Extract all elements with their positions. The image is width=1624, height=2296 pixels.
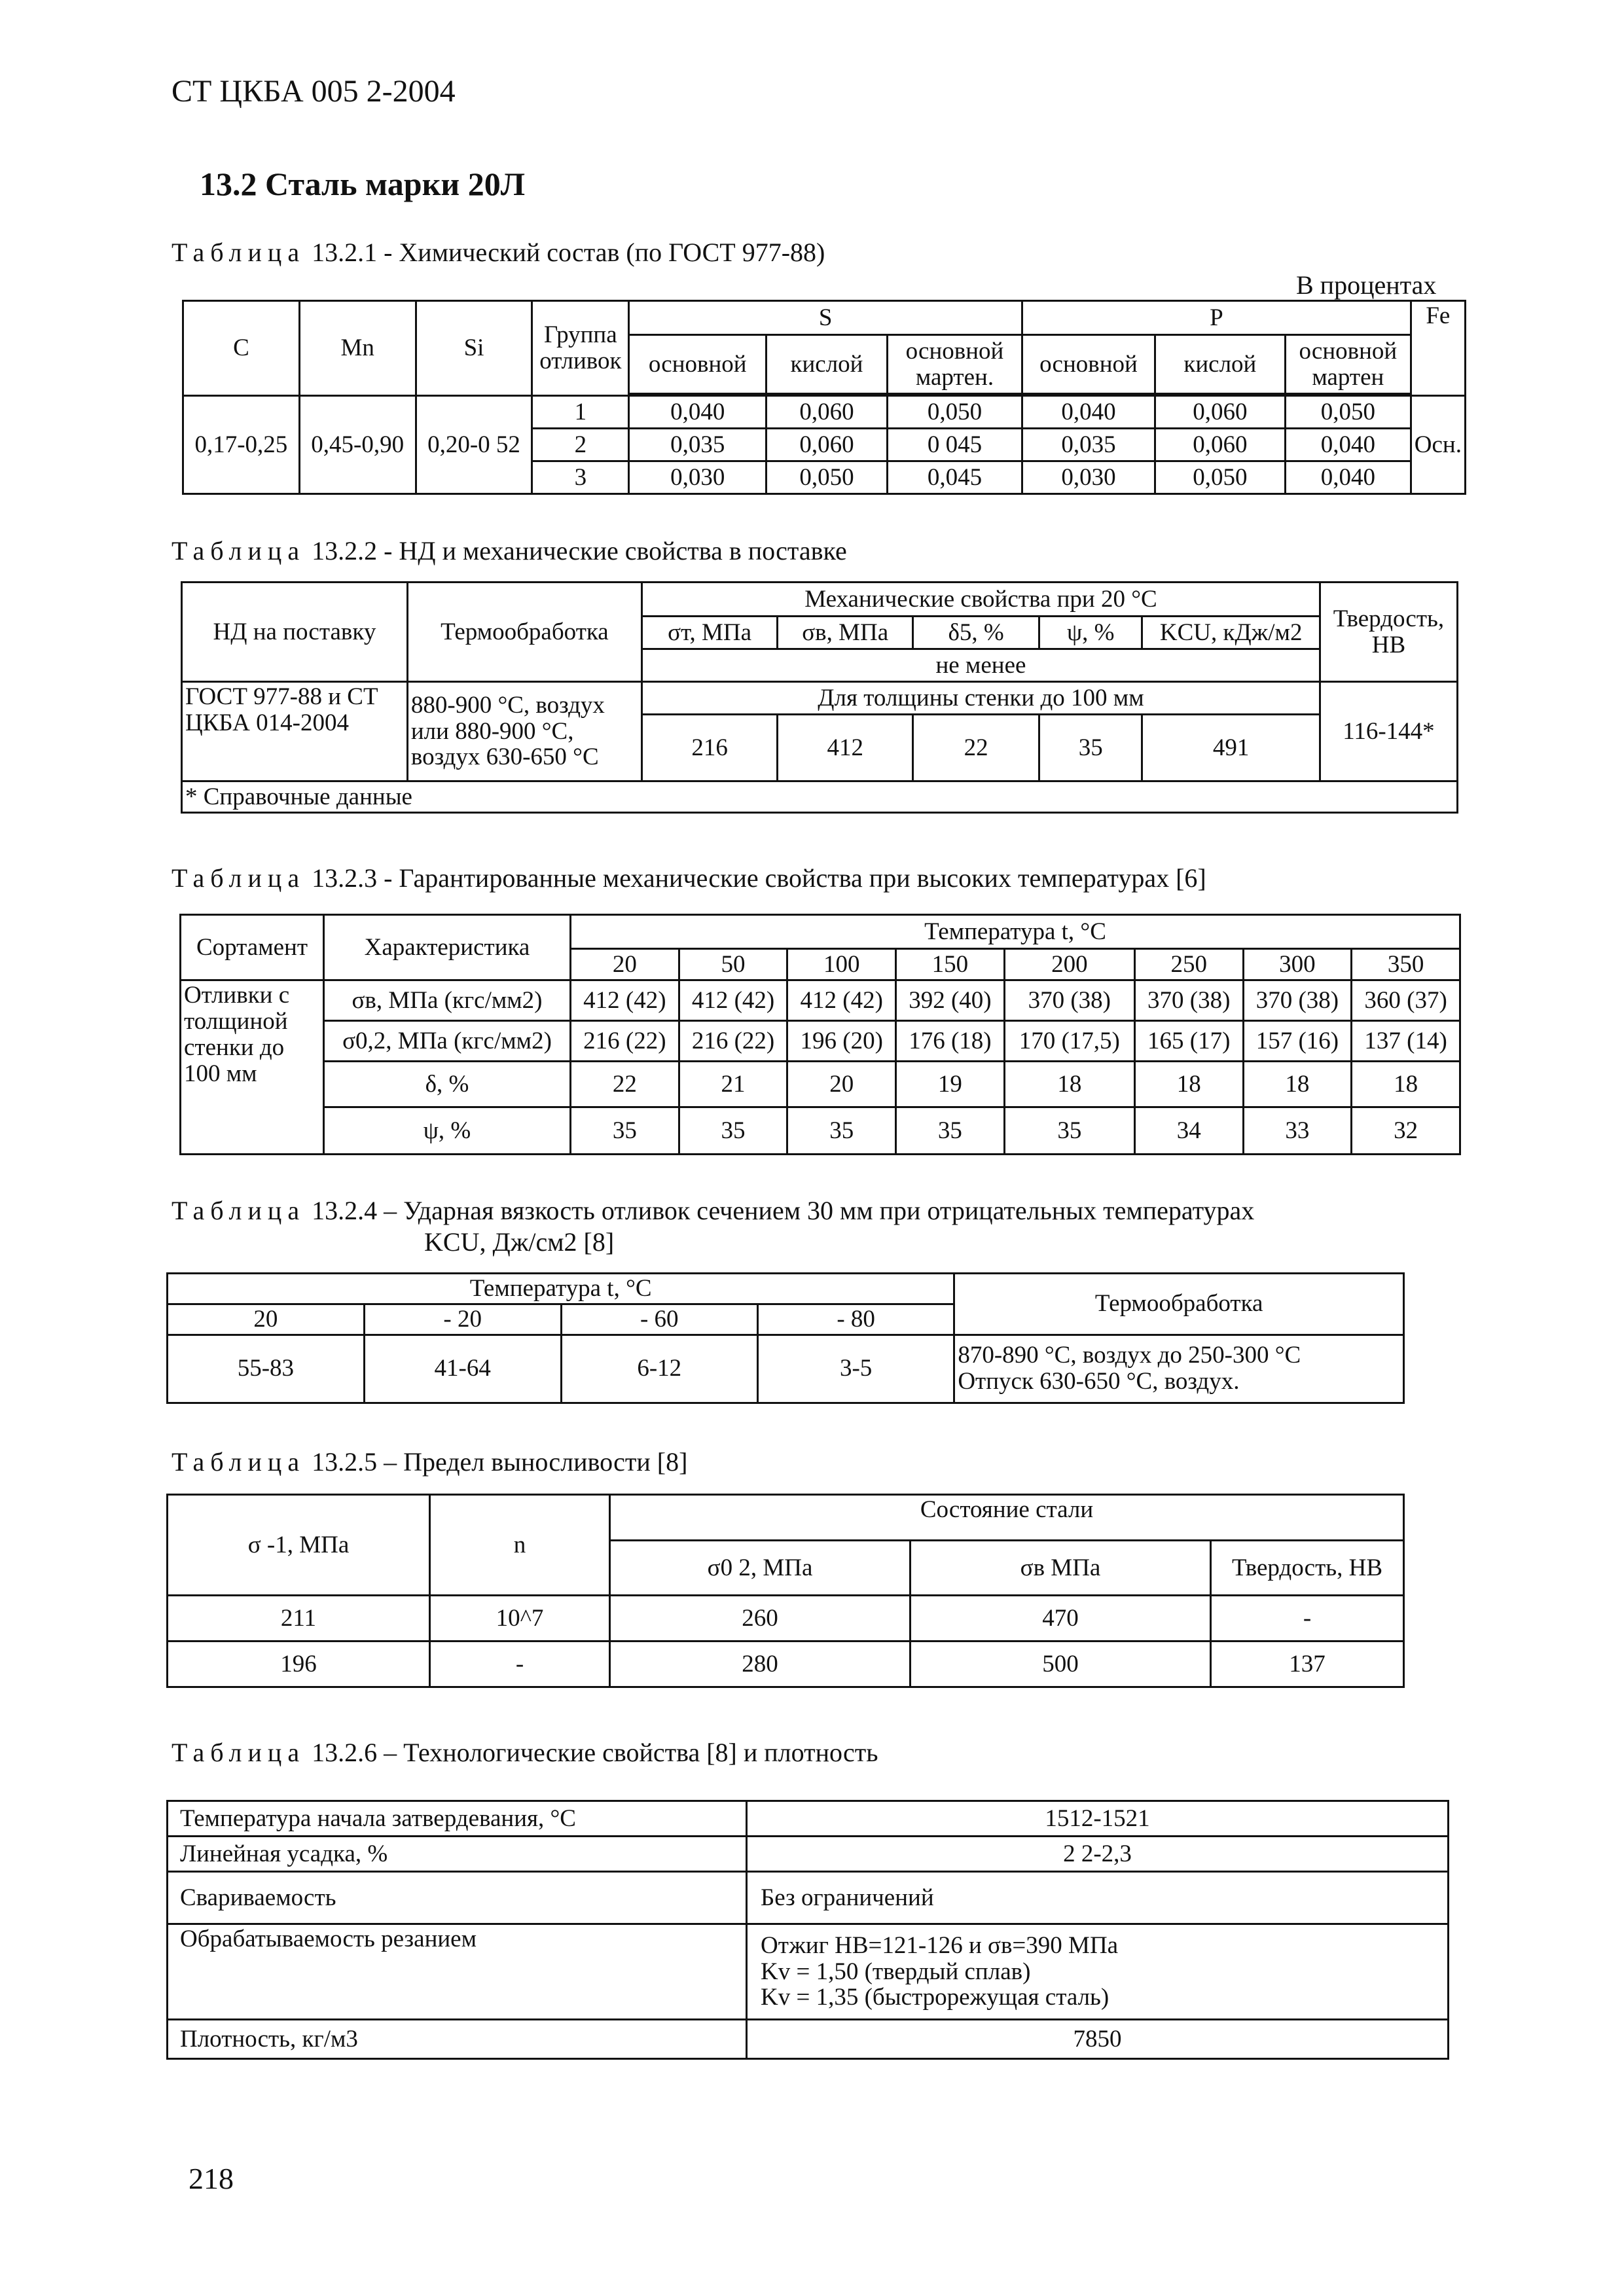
sub-header: основной [1022,335,1155,394]
table-cell: 0,050 [887,396,1022,429]
table-cell: 18 [1243,1062,1352,1107]
table-cell: 35 [1004,1107,1134,1155]
table-cell: 10^7 [430,1596,610,1641]
table-cell: 0,060 [1155,429,1285,461]
table-cell: 0,045 [887,461,1022,494]
table-cell: 32 [1352,1107,1460,1155]
table-cell: 21 [679,1062,787,1107]
table-cell: 22 [913,715,1039,781]
group-cell: 2 [532,429,629,461]
table-cell: 0,050 [1285,396,1411,429]
sub-header: σв, МПа [778,617,913,649]
table4-caption [171,1195,1254,1226]
table2-caption [171,535,847,566]
col-header-mech: Механические свойства при 20 °С [641,583,1320,617]
caption-text: – Ударная вязкость отливок сечением 30 мм при отрицательных температурах [384,1196,1255,1225]
machining-line: Kv = 1,50 (твердый сплав) [761,1958,1031,1985]
table-cell: 22 [571,1062,679,1107]
table3-high-temperature-properties [179,914,1461,1155]
table-cell: 370 (38) [1134,980,1243,1021]
table-cell: 0,040 [1285,461,1411,494]
table-cell: 157 (16) [1243,1021,1352,1062]
sub-header: основной мартен [1285,335,1411,394]
col-header-p: P [1022,301,1411,335]
hardness-value: 116-144* [1320,682,1457,781]
caption-prefix: Таблица [171,863,306,893]
row-label: ψ, % [324,1107,571,1155]
machining-line: Kv = 1,35 (быстрорежущая сталь) [761,1984,1110,2011]
temp-header: 100 [787,949,896,980]
table-cell: 18 [1004,1062,1134,1107]
heat-line: 870-890 °С, воздух до 250-300 °С [958,1342,1301,1369]
caption-number: 13.2.6 [312,1738,378,1767]
temp-header: 250 [1134,949,1243,980]
table-cell: 0,030 [629,461,767,494]
temp-header: 200 [1004,949,1134,980]
sub-header: σв МПа [911,1541,1211,1596]
caption-number: 13.2.4 [312,1196,378,1225]
col-header-c: С [183,301,300,396]
col-header-group: Группа отливок [532,301,629,396]
table5-fatigue-limit [166,1494,1405,1688]
col-header-fe: Fe [1411,301,1465,396]
table3-caption [171,863,1206,893]
col-header-s: S [629,301,1022,335]
sub-header: кислой [767,335,888,394]
table-cell: 360 (37) [1352,980,1460,1021]
caption-text: - Гарантированные механические свойства при высоких температурах [6] [384,863,1206,893]
table-cell: 35 [571,1107,679,1155]
property-value: 7850 [747,2020,1449,2059]
table-cell: 216 (22) [679,1021,787,1062]
table6-caption [171,1737,878,1768]
table-cell: 470 [911,1596,1211,1641]
table-cell: 412 (42) [571,980,679,1021]
row-label: σв, МПа (кгс/мм2) [324,980,571,1021]
table-cell: 170 (17,5) [1004,1021,1134,1062]
temp-header: 350 [1352,949,1460,980]
col-header-state: Состояние стали [610,1495,1404,1541]
table-cell: 412 [778,715,913,781]
table-cell: 0,060 [1155,396,1285,429]
caption-prefix: Таблица [171,1447,306,1477]
col-header-temperature: Температура t, °С [168,1274,954,1304]
table-cell: 370 (38) [1004,980,1134,1021]
thickness-note: Для толщины стенки до 100 мм [641,682,1320,715]
group-cell: 1 [532,396,629,429]
table-cell: 18 [1352,1062,1460,1107]
caption-number: 13.2.3 [312,863,378,893]
table-cell: 0,040 [1022,396,1155,429]
table4-caption-line2: KCU, Дж/см2 [8] [424,1227,615,1257]
sub-header: кислой [1155,335,1285,394]
property-label: Обрабатываемость резанием [168,1924,747,2020]
row-label: σ0,2, МПа (кгс/мм2) [324,1021,571,1062]
table-cell: 35 [896,1107,1005,1155]
caption-text: – Предел выносливости [8] [384,1447,688,1477]
document-header: СТ ЦКБА 005 2-2004 [171,74,456,109]
heat-value [954,1335,1404,1403]
col-header-si: Si [416,301,532,396]
sub-header: Твердость, НВ [1211,1541,1404,1596]
section-title: 13.2 Сталь марки 20Л [200,166,525,202]
col-header-n: n [430,1495,610,1596]
table-cell: 216 [641,715,777,781]
caption-prefix: Таблица [171,238,306,267]
table-cell: 0,050 [767,461,888,494]
table-cell: 35 [787,1107,896,1155]
col-header-temperature: Температура t, °С [571,915,1460,949]
table-cell: 0,030 [1022,461,1155,494]
table-cell: 280 [610,1641,911,1687]
caption-number: 13.2.5 [312,1447,378,1477]
table-cell: 0,035 [629,429,767,461]
table-cell: 196 [168,1641,430,1687]
col-header-characteristic: Характеристика [324,915,571,980]
table-cell: 211 [168,1596,430,1641]
sub-header: основной мартен. [887,335,1022,394]
table1-units: В процентах [1296,270,1437,300]
table1-chemical-composition [182,300,1466,495]
row-label: δ, % [324,1062,571,1107]
table2-delivery-properties [181,581,1458,814]
table-cell: 176 (18) [896,1021,1005,1062]
property-value [747,1924,1449,2020]
temp-header: 150 [896,949,1005,980]
si-value: 0,20-0 52 [416,396,532,494]
table-cell: 137 [1211,1641,1404,1687]
caption-text: - Химический состав (по ГОСТ 977-88) [384,238,825,267]
property-label: Свариваемость [168,1872,747,1924]
table-cell: 412 (42) [679,980,787,1021]
col-header-nd: НД на поставку [182,583,408,682]
col-header-hardness: Твердость, НВ [1320,583,1457,682]
table-cell: 19 [896,1062,1005,1107]
col-header-sigma: σ -1, МПа [168,1495,430,1596]
col-header-sortament: Сортамент [181,915,324,980]
table-cell: 3-5 [757,1335,954,1403]
nd-value: ГОСТ 977-88 и СТ ЦКБА 014-2004 [182,682,408,781]
col-header-mn: Mn [299,301,416,396]
c-value: 0,17-0,25 [183,396,300,494]
sub-header: δ5, % [913,617,1039,649]
temp-header: 300 [1243,949,1352,980]
table-cell: 0,040 [629,396,767,429]
table-cell: 491 [1142,715,1320,781]
caption-prefix: Таблица [171,536,306,565]
machining-line: Отжиг НВ=121-126 и σв=390 МПа [761,1931,1119,1959]
table-cell: 137 (14) [1352,1021,1460,1062]
table-cell: 500 [911,1641,1211,1687]
table6-technological-properties [166,1800,1449,2060]
property-value: 1512-1521 [747,1801,1449,1837]
property-label: Линейная усадка, % [168,1837,747,1872]
property-value: Без ограничений [747,1872,1449,1924]
table-cell: 0,035 [1022,429,1155,461]
table-cell: 0,040 [1285,429,1411,461]
table-cell: 34 [1134,1107,1243,1155]
temp-header: 20 [168,1304,365,1335]
sub-header: σ0 2, МПа [610,1541,911,1596]
caption-text: - НД и механические свойства в поставке [384,536,847,565]
table-cell: 55-83 [168,1335,365,1403]
table5-caption [171,1446,687,1477]
table-cell: 35 [679,1107,787,1155]
heat-line: Отпуск 630-650 °С, воздух. [958,1368,1240,1395]
sub-header: основной [629,335,767,394]
col-header-heat: Термообработка [407,583,641,682]
caption-prefix: Таблица [171,1196,306,1225]
group-cell: 3 [532,461,629,494]
table-cell: 0 045 [887,429,1022,461]
page-number: 218 [189,2162,234,2195]
table-cell: 216 (22) [571,1021,679,1062]
mn-value: 0,45-0,90 [299,396,416,494]
caption-text: – Технологические свойства [8] и плотность [384,1738,878,1767]
min-note: не менее [641,649,1320,682]
table-cell: 165 (17) [1134,1021,1243,1062]
table-cell: 33 [1243,1107,1352,1155]
caption-number: 13.2.2 [312,536,378,565]
sub-header: KCU, кДж/м2 [1142,617,1320,649]
temp-header: - 80 [757,1304,954,1335]
caption-number: 13.2.1 [312,238,378,267]
table-cell: 412 (42) [787,980,896,1021]
table-cell: 392 (40) [896,980,1005,1021]
col-header-heat: Термообработка [954,1274,1404,1335]
table-cell: 35 [1039,715,1142,781]
table4-impact-toughness [166,1272,1405,1404]
sub-header: σт, МПа [641,617,777,649]
property-label: Плотность, кг/м3 [168,2020,747,2059]
temp-header: 50 [679,949,787,980]
property-value: 2 2-2,3 [747,1837,1449,1872]
table-cell: 6-12 [561,1335,757,1403]
caption-prefix: Таблица [171,1738,306,1767]
table-cell: 18 [1134,1062,1243,1107]
table1-caption [171,237,825,268]
table-cell: 0,060 [767,429,888,461]
table-cell: 260 [610,1596,911,1641]
sortament-value: Отливки с толщиной стенки до 100 мм [181,980,324,1155]
table-cell: 20 [787,1062,896,1107]
sub-header: ψ, % [1039,617,1142,649]
table-cell: 41-64 [364,1335,561,1403]
temp-header: - 20 [364,1304,561,1335]
table-cell: 370 (38) [1243,980,1352,1021]
fe-value: Осн. [1411,396,1465,494]
table-cell: 196 (20) [787,1021,896,1062]
table-cell: - [1211,1596,1404,1641]
table-cell: 0,060 [767,396,888,429]
table-cell: - [430,1641,610,1687]
footnote: * Справочные данные [182,781,1458,813]
property-label: Температура начала затвердевания, °С [168,1801,747,1837]
temp-header: - 60 [561,1304,757,1335]
table-cell: 0,050 [1155,461,1285,494]
heat-value: 880-900 °С, воздух или 880-900 °С, воздух 630-650 °С [407,682,641,781]
temp-header: 20 [571,949,679,980]
